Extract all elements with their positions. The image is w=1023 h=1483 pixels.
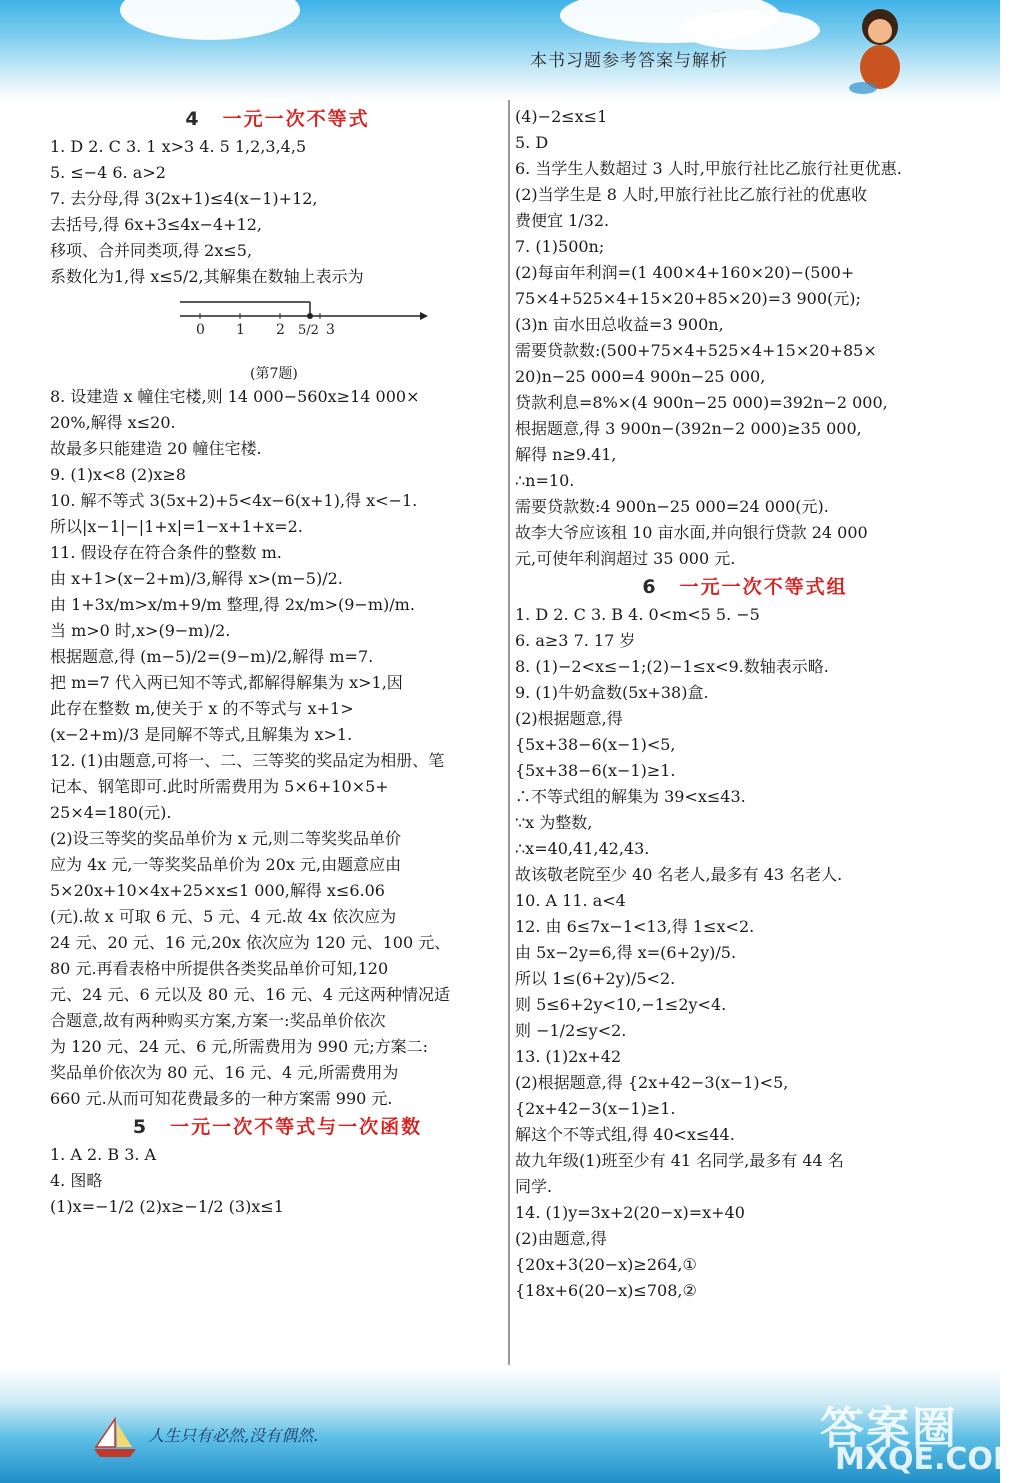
answer-line: 1. A 2. B 3. A: [50, 1145, 157, 1164]
answer-line: 11. 假设存在符合条件的整数 m.: [50, 543, 282, 562]
answer-line: (2)由题意,得: [515, 1229, 607, 1248]
answer-line: 记本、钢笔即可.此时所需费用为 5×6+10×5+: [50, 777, 389, 796]
left-column: [50, 104, 505, 1220]
answer-line: 5×20x+10×4x+25×x≤1 000,解得 x≤6.06: [50, 881, 385, 900]
answer-line: 9. (1)x<8 (2)x≥8: [50, 465, 186, 484]
answer-line: ∴n=10.: [515, 471, 575, 490]
answer-line: (元).故 x 可取 6 元、5 元、4 元.故 4x 依次应为: [50, 907, 397, 926]
answer-line: 1. D 2. C 3. B 4. 0<m<5 5. −5: [515, 605, 760, 624]
answer-line: 5. ≤−4 6. a>2: [50, 163, 166, 182]
answer-line: (2)当学生是 8 人时,甲旅行社比乙旅行社的优惠收: [515, 185, 868, 204]
tick-label: 3: [326, 322, 335, 338]
answer-line: 把 m=7 代入两已知不等式,都解得解集为 x>1,因: [50, 673, 403, 692]
answer-line: 则 −1/2≤y<2.: [515, 1021, 627, 1040]
answer-line: 80 元.再看表格中所提供各类奖品单价可知,120: [50, 959, 389, 978]
answer-line: 由 5x−2y=6,得 x=(6+2y)/5.: [515, 943, 737, 962]
answer-line: 10. 解不等式 3(5x+2)+5<4x−6(x+1),得 x<−1.: [50, 491, 418, 510]
answer-line: {18x+6(20−x)≤708,②: [515, 1281, 697, 1300]
answer-line: 12. 由 6≤7x−1<13,得 1≤x<2.: [515, 917, 755, 936]
answer-line: {2x+42−3(x−1)≥1.: [515, 1099, 676, 1118]
answer-line: {20x+3(20−x)≥264,①: [515, 1255, 697, 1274]
answer-line: 故最多只能建造 20 幢住宅楼.: [50, 439, 262, 458]
answer-line: 同学.: [515, 1177, 553, 1196]
footer-motto: 人生只有必然,没有偶然.: [148, 1426, 319, 1445]
answer-line: (1)x=−1/2 (2)x≥−1/2 (3)x≤1: [50, 1197, 284, 1216]
answer-lines: [515, 104, 975, 572]
section-title-text: 一元一次不等式组: [679, 576, 848, 598]
answer-line: 12. (1)由题意,可将一、二、三等奖的奖品定为相册、笔: [50, 751, 445, 770]
answer-line: 25×4=180(元).: [50, 803, 172, 822]
answer-lines: [515, 602, 975, 1304]
answer-line: 由 x+1>(x−2+m)/3,解得 x>(m−5)/2.: [50, 569, 343, 588]
figure-caption: (第7题): [250, 366, 298, 382]
answer-line: 元,可使年利润超过 35 000 元.: [515, 549, 736, 568]
answer-line: (3)n 亩水田总收益=3 900n,: [515, 315, 724, 334]
answer-line: 6. a≥3 7. 17 岁: [515, 631, 636, 650]
answer-line: 所以 1≤(6+2y)/5<2.: [515, 969, 676, 988]
answer-lines: [50, 134, 505, 290]
number-line-figure: [170, 294, 430, 356]
answer-line: ∴不等式组的解集为 39<x≤43.: [515, 787, 746, 806]
answer-line: 则 5≤6+2y<10,−1≤2y<4.: [515, 995, 727, 1014]
answer-line: 所以|x−1|−|1+x|=1−x+1+x=2.: [50, 517, 303, 536]
column-divider: [508, 100, 510, 1365]
answer-line: {5x+38−6(x−1)<5,: [515, 735, 676, 754]
answer-line: 为 120 元、24 元、6 元,所需费用为 990 元;方案二:: [50, 1037, 429, 1056]
tick-label: 1: [236, 322, 245, 338]
answer-line: 故李大爷应该租 10 亩水面,并向银行贷款 24 000: [515, 523, 868, 542]
answer-line: 应为 4x 元,一等奖奖品单价为 20x 元,由题意应由: [50, 855, 402, 874]
answer-line: 合题意,故有两种购买方案,方案一:奖品单价依次: [50, 1011, 386, 1030]
answer-line: 奖品单价依次为 80 元、16 元、4 元,所需费用为: [50, 1063, 399, 1082]
answer-line: 5. D: [515, 133, 549, 152]
cloud-decoration: [680, 10, 820, 50]
answer-line: 当 m>0 时,x>(9−m)/2.: [50, 621, 231, 640]
answer-line: 10. A 11. a<4: [515, 891, 626, 910]
answer-line: 贷款利息=8%×(4 900n−25 000)=392n−2 000,: [515, 393, 888, 412]
answer-line: 此存在整数 m,使关于 x 的不等式与 x+1>: [50, 699, 354, 718]
watermark-logo: 答案圈: [820, 1403, 958, 1454]
section-number: 4: [185, 108, 201, 130]
right-column: [515, 104, 975, 1304]
answer-line: 1. D 2. C 3. 1 x>3 4. 5 1,2,3,4,5: [50, 137, 307, 156]
answer-line: (4)−2≤x≤1: [515, 107, 608, 126]
answer-line: 8. 设建造 x 幢住宅楼,则 14 000−560x≥14 000×: [50, 387, 420, 406]
section-number: 5: [132, 1116, 149, 1138]
answer-line: 7. 去分母,得 3(2x+1)≤4(x−1)+12,: [50, 189, 318, 208]
answer-line: 解这个不等式组,得 40<x≤44.: [515, 1125, 735, 1144]
answer-line: 解得 n≥9.41,: [515, 445, 617, 464]
section-title-text: 一元一次不等式: [222, 108, 370, 130]
section-title-text: 一元一次不等式与一次函数: [170, 1116, 423, 1138]
answer-line: 13. (1)2x+42: [515, 1047, 622, 1066]
answer-line: (2)根据题意,得 {2x+42−3(x−1)<5,: [515, 1073, 789, 1092]
answer-line: 7. (1)500n;: [515, 237, 605, 256]
answer-lines: [50, 384, 505, 1112]
answer-line: (x−2+m)/3 是同解不等式,且解集为 x>1.: [50, 725, 353, 744]
answer-line: 需要贷款数:(500+75×4+525×4+15×20+85×: [515, 341, 877, 360]
watermark-url: MXQE.COM: [835, 1442, 1023, 1477]
answer-line: {5x+38−6(x−1)≥1.: [515, 761, 676, 780]
answer-line: 元、24 元、6 元以及 80 元、16 元、4 元这两种情况适: [50, 985, 450, 1004]
page-header-title: 本书习题参考答案与解析: [530, 51, 728, 71]
answer-line: 根据题意,得 3 900n−(392n−2 000)≥35 000,: [515, 419, 862, 438]
answer-line: 9. (1)牛奶盒数(5x+38)盒.: [515, 683, 709, 702]
answer-line: 故九年级(1)班至少有 41 名同学,最多有 44 名: [515, 1151, 844, 1170]
sailboat-icon: [90, 1415, 140, 1460]
cartoon-girl-icon: [845, 2, 915, 97]
tick-label: 5/2: [298, 323, 319, 338]
tick-label: 0: [196, 322, 205, 338]
answer-line: 系数化为1,得 x≤5/2,其解集在数轴上表示为: [50, 267, 364, 286]
answer-line: 4. 图略: [50, 1171, 103, 1190]
answer-line: (2)设三等奖的奖品单价为 x 元,则二等奖奖品单价: [50, 829, 401, 848]
answer-line: 由 1+3x/m>x/m+9/m 整理,得 2x/m>(9−m)/m.: [50, 595, 415, 614]
answer-line: 75×4+525×4+15×20+85×20)=3 900(元);: [515, 289, 861, 308]
answer-line: 故该敬老院至少 40 名老人,最多有 43 名老人.: [515, 865, 843, 884]
answer-line: ∴x=40,41,42,43.: [515, 839, 650, 858]
answer-lines: [50, 1142, 505, 1220]
section-title: [50, 1114, 505, 1140]
answer-line: 移项、合并同类项,得 2x≤5,: [50, 241, 253, 260]
answer-line: 6. 当学生人数超过 3 人时,甲旅行社比乙旅行社更优惠.: [515, 159, 902, 178]
answer-line: 660 元.从而可知花费最多的一种方案需 990 元.: [50, 1089, 393, 1108]
section-title: [515, 574, 975, 600]
answer-line: 24 元、20 元、16 元,20x 依次应为 120 元、100 元、: [50, 933, 451, 952]
answer-line: 14. (1)y=3x+2(20−x)=x+40: [515, 1203, 745, 1222]
answer-line: 去括号,得 6x+3≤4x−4+12,: [50, 215, 263, 234]
section-number: 6: [642, 576, 658, 598]
answer-line: ∵x 为整数,: [515, 813, 593, 832]
tick-label: 2: [276, 322, 285, 338]
answer-line: 需要贷款数:4 900n−25 000=24 000(元).: [515, 497, 829, 516]
answer-line: 20)n−25 000=4 900n−25 000,: [515, 367, 766, 386]
section-title: [50, 106, 505, 132]
answer-line: 费便宜 1/32.: [515, 211, 610, 230]
answer-line: 20%,解得 x≤20.: [50, 413, 176, 432]
answer-line: (2)根据题意,得: [515, 709, 623, 728]
answer-line: (2)每亩年利润=(1 400×4+160×20)−(500+: [515, 263, 855, 282]
answer-line: 根据题意,得 (m−5)/2=(9−m)/2,解得 m=7.: [50, 647, 374, 666]
answer-line: 8. (1)−2<x≤−1;(2)−1≤x<9.数轴表示略.: [515, 657, 829, 676]
